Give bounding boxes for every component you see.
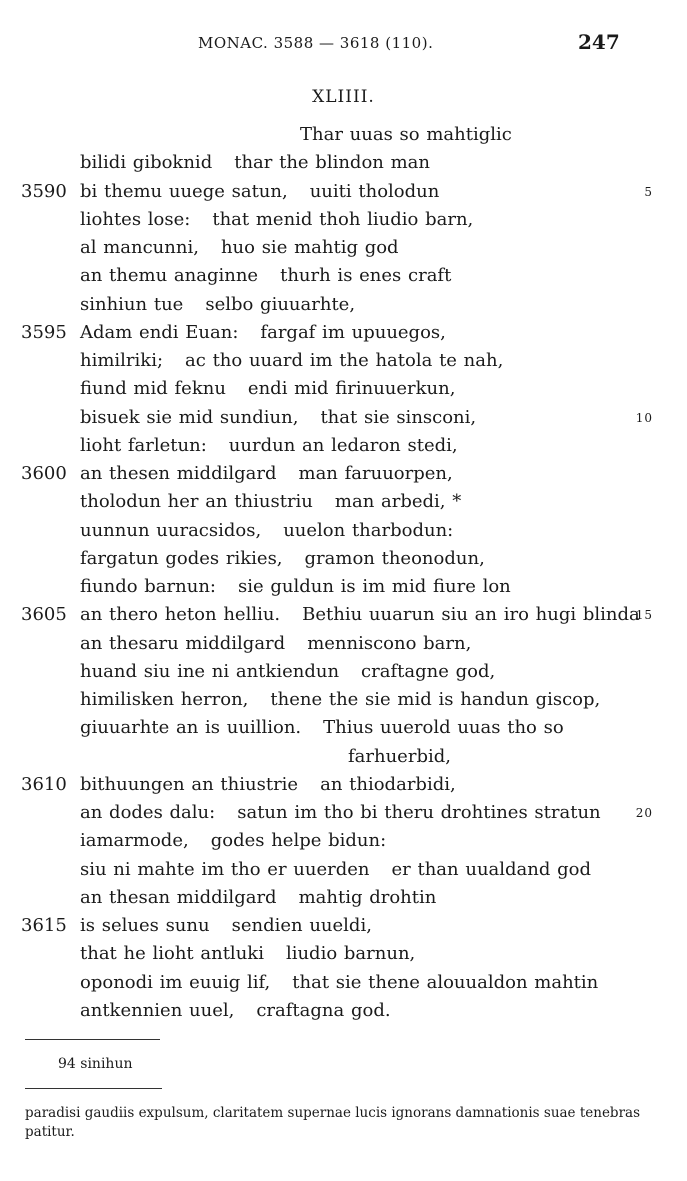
verse-second-half: that menid thoh liudio barn, [212,208,474,230]
verse-number: 3600 [21,463,67,484]
verse-first-half: tholodun her an thiustriu [80,491,313,513]
verse-text [80,463,453,484]
verse-line [0,972,687,1000]
verse-first-half: fiundo barnun: [80,576,216,597]
verse-line [0,378,687,406]
verse-second-half: thurh is enes craft [280,265,452,287]
verse-second-half: craftagna god. [256,999,391,1021]
verse-first-half: is selues sunu [80,915,210,936]
verse-second-half: that sie sinsconi, [320,406,477,428]
verse-second-half: godes helpe bidun: [210,830,387,852]
verse-first-half: liohtes lose: [80,208,191,230]
verse-text [80,859,591,880]
verse-text [80,265,451,286]
verse-line [0,859,687,887]
verse-line [0,717,687,745]
verse-text [80,209,473,230]
verse-line [0,746,687,774]
verse-text [80,915,372,936]
verse-second-half: uuelon tharbodun: [283,519,454,541]
verse-text [80,294,355,315]
page-number: 247 [578,30,620,54]
verse-first-half: an themu anaginne [80,265,259,287]
verse-first-half: huand siu ine ni antkiendun [80,660,340,682]
verse-text [80,830,386,851]
verse-text [80,491,461,512]
verse-line [0,943,687,971]
verse-second-half: man faruuorpen, [298,463,453,484]
verse-first-half: bithuungen an thiustrie [80,773,299,795]
verse-second-half: an thiodarbidi, [320,773,456,795]
verse-line [0,548,687,576]
manuscript-line-ref: 5 [644,184,653,199]
page-header [0,30,687,58]
verse-second-half: huo sie mahtig god [220,237,399,258]
verse-first-half: siu ni mahte im tho er uuerden [80,858,370,880]
verse-text [80,717,564,738]
verse-text [80,774,456,795]
verse-line [0,915,687,943]
verse-text [80,548,485,569]
verse-line [0,661,687,689]
verse-line [0,237,687,265]
verse-line [0,887,687,915]
verse-text [80,407,476,428]
verse-text [80,181,439,202]
verse-line [0,152,687,180]
verse-second-half: liudio barnun, [285,943,416,965]
verse-first-half: an thero heton helliu. [80,604,281,626]
verse-second-half: thene the sie mid is handun giscop, [270,689,601,710]
verse-text [80,802,601,823]
verse-second-half: uuiti tholodun [309,180,440,202]
verse-second-half: Thar uuas so mahtiglic [300,124,512,145]
verse-first-half: Adam endi Euan: [80,321,239,343]
verse-second-half: Bethiu uuarun siu an iro hugi blinda [302,604,640,626]
verse-line [0,463,687,491]
verse-line [0,689,687,717]
verse-second-half: craftagne god, [361,660,496,682]
verse-line [0,802,687,830]
verse-first-half: sinhiun tue [80,293,184,315]
verse-line [0,520,687,548]
verse-text [80,887,436,908]
verse-text [300,124,512,145]
manuscript-line-ref: 15 [635,608,653,623]
verse-first-half: fargatun godes rikies, [80,547,283,569]
verse-text [80,943,415,964]
verse-line [0,435,687,463]
verse-text [80,435,458,456]
verse-line [0,604,687,632]
verse-first-half: uunnun uuracsidos, [80,519,262,541]
verse-line [0,181,687,209]
verse-number: 3605 [21,604,67,626]
verse-second-half: gramon theonodun, [304,547,485,569]
verse-first-half: lioht farletun: [80,434,207,456]
verse-line [0,1000,687,1028]
verse-text [80,152,430,173]
verse-first-half: an thesen middilgard [80,463,277,484]
verse-text [80,972,598,993]
verse-line [0,265,687,293]
verse-number: 3610 [21,773,67,795]
verse-second-half: that sie thene alouualdon mahtin [292,971,599,993]
running-title: MONAC. 3588 — 3618 (110). [198,34,434,52]
verse-second-half: sie guldun is im mid fiure lon [237,576,511,597]
verse-text [80,520,453,541]
footnote: 94 sinihun [58,1056,133,1072]
verse-line [0,294,687,322]
verse-first-half: fiund mid feknu [80,378,226,400]
verse-second-half: er than uualdand god [391,858,591,880]
verse-number: 3615 [21,915,67,936]
verse-text [80,378,455,399]
verse-second-half: selbo giuuarhte, [205,293,356,315]
verse-second-half: man arbedi, * [334,491,462,513]
verse-second-half: thar the blindon man [234,152,430,174]
verse-line [0,124,687,152]
commentary-divider [25,1088,162,1089]
verse-second-half: fargaf im upuuegos, [260,321,446,343]
verse-number: 3590 [21,180,67,202]
verse-second-half: farhuerbid, [348,745,451,767]
verse-second-half: mahtig drohtin [298,886,437,908]
verse-second-half: ac tho uuard im the hatola te nah, [185,350,504,371]
verse-first-half: an thesaru middilgard [80,632,286,654]
verse-first-half: giuuarhte an is uuillion. [80,717,302,739]
verse-line [0,350,687,378]
verse-first-half: oponodi im euuig lif, [80,971,271,993]
verse-first-half: iamarmode, [80,830,189,852]
verse-second-half: uurdun an ledaron stedi, [228,434,458,456]
verse-line [0,209,687,237]
verse-text [80,689,600,710]
verse-first-half: bi themu uuege satun, [80,180,288,202]
verse-first-half: himilriki; [80,350,164,371]
verse-text [80,322,446,343]
verse-first-half: al mancunni, [80,237,199,258]
verse-second-half: sendien uueldi, [231,915,372,936]
verse-second-half: satun im tho bi theru drohtines stratun [237,802,601,823]
verse-text [80,576,511,597]
section-title: XLIIII. [312,87,375,107]
verse-line [0,576,687,604]
verse-second-half: menniscono barn, [307,632,472,654]
verse-line [0,830,687,858]
verse-line [0,322,687,350]
verse-first-half: an thesan middilgard [80,886,277,908]
verse-first-half: an dodes dalu: [80,802,216,823]
verse-first-half: that he lioht antluki [80,943,264,965]
footnote-divider [25,1039,160,1040]
verse-text [80,1000,391,1021]
verse-first-half: antkennien uuel, [80,999,235,1021]
verse-line [0,407,687,435]
latin-commentary: paradisi gaudiis expulsum, claritatem supernae lucis ignorans damnationis suae tenebras patitur. [25,1105,641,1140]
verse-text [80,350,503,371]
verse-text [80,237,399,258]
verse-first-half: bisuek sie mid sundiun, [80,406,299,428]
verse-line [0,774,687,802]
verse-text [80,633,471,654]
verse-text [348,746,451,767]
verse-line [0,491,687,519]
verse-first-half: himilisken herron, [80,689,249,710]
verse-line [0,633,687,661]
verse-first-half: bilidi giboknid [80,152,213,174]
manuscript-line-ref: 10 [635,410,653,425]
manuscript-line-ref: 20 [635,806,653,820]
verse-second-half: Thius uuerold uuas tho so [323,717,564,739]
verse-text [80,604,640,625]
verse-text [80,661,495,682]
verse-number: 3595 [21,321,67,343]
verse-second-half: endi mid firinuuerkun, [247,378,456,400]
